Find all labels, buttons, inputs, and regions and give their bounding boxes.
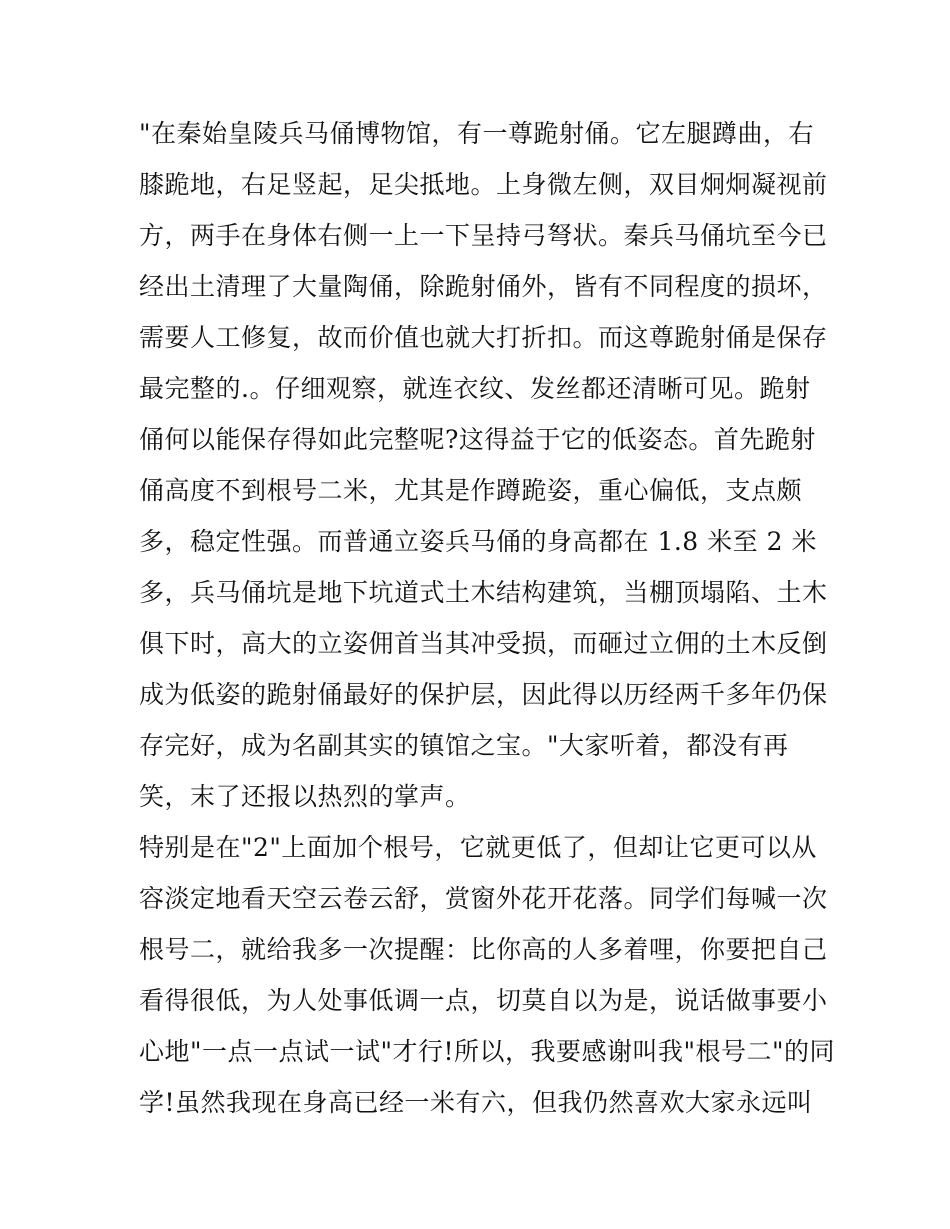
text-line: 俱下时，高大的立姿佣首当其冲受损，而砸过立佣的土木反倒 xyxy=(139,629,828,658)
text-line: 存完好，成为名副其实的镇馆之宝。"大家听着，都没有再 xyxy=(139,731,789,760)
text-line: 学!虽然我现在身高已经一米有六，但我仍然喜欢大家永远叫 xyxy=(139,1088,813,1117)
text-line: 成为低姿的跪射俑最好的保护层，因此得以历经两千多年仍保 xyxy=(139,680,828,709)
text-line: 心地"一点一点试一试"才行!所以，我要感谢叫我"根号二"的同 xyxy=(139,1037,836,1066)
text-line: 经出土清理了大量陶俑，除跪射俑外，皆有不同程度的损坏， xyxy=(139,272,828,301)
text-line: 俑何以能保存得如此完整呢?这得益于它的低姿态。首先跪射 xyxy=(139,425,816,454)
text-line: 多，兵马俑坑是地下坑道式土木结构建筑，当棚顶塌陷、土木 xyxy=(139,578,828,607)
text-line: 膝跪地，右足竖起，足尖抵地。上身微左侧，双目炯炯凝视前 xyxy=(139,170,828,199)
body-text xyxy=(139,108,836,1128)
text-line: 最完整的.。仔细观察，就连衣纹、发丝都还清晰可见。跪射 xyxy=(139,374,811,403)
text-line: 特别是在"2"上面加个根号，它就更低了，但却让它更可以从 xyxy=(139,833,817,862)
text-line: 笑，末了还报以热烈的掌声。 xyxy=(139,782,471,811)
text-line: 需要人工修复，故而价值也就大打折扣。而这尊跪射俑是保存 xyxy=(139,323,828,352)
text-line: "在秦始皇陵兵马俑博物馆，有一尊跪射俑。它左腿蹲曲，右 xyxy=(139,119,815,148)
text-line: 容淡定地看天空云卷云舒，赏窗外花开花落。同学们每喊一次 xyxy=(139,884,828,913)
text-line: 多，稳定性强。而普通立姿兵马俑的身高都在 1.8 米至 2 米 xyxy=(139,527,817,556)
text-line: 俑高度不到根号二米，尤其是作蹲跪姿，重心偏低，支点颇 xyxy=(139,476,803,505)
text-line: 看得很低，为人处事低调一点，切莫自以为是，说话做事要小 xyxy=(139,986,828,1015)
text-line: 根号二，就给我多一次提醒：比你高的人多着哩，你要把自己 xyxy=(139,935,828,964)
text-line: 方，两手在身体右侧一上一下呈持弓弩状。秦兵马俑坑至今已 xyxy=(139,221,828,250)
